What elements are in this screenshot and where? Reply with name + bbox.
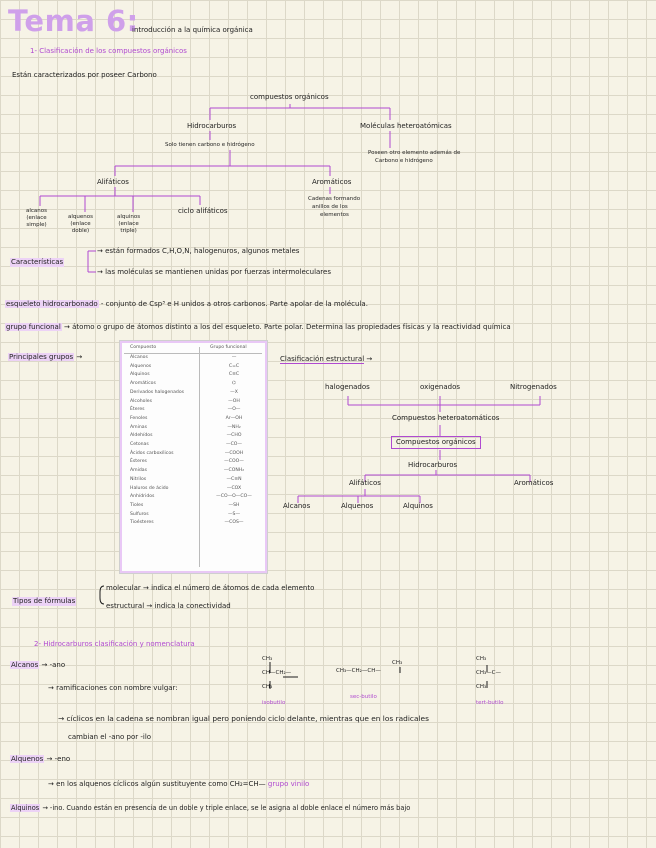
table-row-name: Alcanos [130, 355, 148, 360]
structural-nitrogen: Nitrogenados [510, 383, 557, 391]
tertbutyl-label: tert-butilo [476, 700, 504, 706]
tree-cyclo: ciclo alifáticos [178, 207, 228, 215]
table-row-formula: —C≡N [226, 476, 242, 482]
table-row-formula: Ar—OH [225, 415, 243, 421]
structural-label: Clasificación estructural [280, 355, 365, 363]
structural-aromatic: Aromáticos [514, 479, 554, 487]
tree-alkenes: alquenos (enlace doble) [68, 214, 93, 234]
table-row-formula: —COS— [224, 520, 244, 526]
structural-aliphatic: Alifáticos [349, 479, 381, 487]
main-groups-row: Principales grupos → [9, 353, 83, 361]
tertbutyl-formula: CH₃ CH₃—C— CH₃ [476, 656, 502, 690]
section-2-title: 2- Hidrocarburos clasificación y nomenclatura [34, 640, 195, 648]
table-row-formula: —COOH [224, 450, 244, 456]
table-row-name: Alquenos [130, 363, 152, 369]
formula-types-structural: estructural → indica la conectividad [106, 602, 231, 610]
table-row-name: Anhídridos [130, 494, 155, 500]
table-row-formula: ⌬ [231, 381, 236, 387]
characteristics-label: Características [11, 258, 64, 266]
cyclic-line-2: cambian el -ano por -ilo [68, 733, 152, 741]
structural-alkenes: Alquenos [341, 502, 374, 510]
table-row-formula: —OH [228, 398, 240, 404]
table-row-formula: —SH [228, 502, 240, 508]
secbutyl-formula: CH₃—CH₂—CH— [336, 668, 381, 674]
alkenes-note: → en los alquenos cíclicos algún sustituyente como CH₂=CH— grupo vinilo [48, 780, 310, 788]
functional-label: grupo funcional [6, 323, 61, 331]
vinyl-label: grupo vinilo [267, 780, 310, 788]
table-row-formula: —O— [227, 407, 241, 413]
functional-text: átomo o grupo de átomos distinto a los del esqueleto. Parte polar. Determina las propiedades físicas y la reactividad química [72, 323, 511, 331]
secbutyl-methyl: CH₃ [392, 660, 403, 666]
table-row-name: Cetonas [130, 442, 149, 448]
table-row-name: Ácidos carboxílicos [130, 450, 174, 456]
formula-types-molecular: molecular → indica el número de átomos de cada elemento [106, 584, 315, 592]
table-row-formula: C=C [228, 363, 240, 369]
cyclic-line-1: → cíclicos en la cadena se nombran igual pero poniendo ciclo delante, mientras que en los radicales [58, 714, 429, 723]
table-row-name: Alquinos [130, 372, 150, 378]
tree-aromatic-note-3: elementos [320, 212, 349, 218]
structural-halogen: halogenados [325, 383, 370, 391]
table-row-name: Tioles [130, 502, 144, 508]
structural-oxygen: oxigenados [420, 383, 461, 391]
table-row-name: Haluros de ácido [130, 485, 169, 491]
alkynes-label: Alquinos [11, 804, 40, 812]
tree-heteroatomic-note-1: Poseen otro elemento además de [368, 150, 461, 156]
characteristics-line-2: → las moléculas se mantienen unidas por fuerzas intermoleculares [97, 268, 331, 276]
table-row-name: Tioésteres [130, 520, 154, 526]
table-row-name: Aminas [130, 424, 148, 430]
table-row-formula: —S— [227, 511, 241, 517]
table-row-formula: —X [230, 389, 238, 395]
table-names-column [130, 354, 184, 528]
alkynes-row [10, 804, 410, 813]
table-row-formula: —CO—O—CO— [216, 494, 252, 500]
tree-alkanes: alcanos (enlace simple) [26, 208, 48, 228]
table-row-formula: —COO— [224, 459, 244, 465]
tree-heteroatomic: Moléculas heteroatómicas [360, 122, 452, 130]
table-row-formula: —CHO [226, 433, 242, 439]
table-row-name: Sulfuros [130, 511, 149, 517]
table-row-formula: — [231, 355, 237, 360]
branching-text: → ramificaciones con nombre vulgar: [48, 684, 178, 692]
table-row-name: Derivados halogenados [130, 389, 185, 395]
table-row-name: Aldehídos [130, 433, 153, 439]
structural-hydrocarbons: Hidrocarburos [408, 461, 458, 469]
skeleton-row [5, 300, 368, 309]
alkynes-text: → -ino. Cuando están en presencia de un doble y triple enlace, se le asigna al doble enlace el número más bajo [42, 804, 411, 812]
tree-aromatic-note-1: Cadenas formando [308, 196, 361, 202]
tree-hydrocarbons: Hidrocarburos [187, 122, 237, 130]
table-row-name: Alcoholes [130, 398, 152, 404]
alkenes-row [10, 755, 70, 764]
alkenes-suffix: → -eno [46, 755, 71, 763]
alkenes-label: Alquenos [11, 755, 44, 763]
table-row-formula: —COX [226, 485, 242, 491]
table-row-name: Amidas [130, 468, 148, 474]
table-row-formula: —NH₂ [227, 424, 241, 430]
structural-alkanes: Alcanos [283, 502, 311, 510]
tree-aliphatic: Alifáticos [97, 178, 129, 186]
table-row-name: Éteres [130, 407, 145, 413]
isobutyl-label: isobutilo [262, 700, 286, 706]
structural-organic: Compuestos orgánicos [391, 436, 481, 449]
table-header-compound: Compuesto [130, 345, 157, 350]
functional-row: grupo funcional → átomo o grupo de átomos distinto a los del esqueleto. Parte polar. Determina las propiedades físicas y la reactividad química [6, 323, 511, 331]
tree-aromatic-note-2: anillos de los [312, 204, 348, 210]
section-1-title: 1- Clasificación de los compuestos orgánicos [30, 47, 187, 55]
alkanes-row [10, 661, 65, 670]
secbutyl-label: sec-butilo [350, 694, 377, 700]
page-subtitle: introducción a la química orgánica [132, 26, 253, 34]
table-row-name: Fenoles [130, 415, 148, 421]
isobutyl-formula: CH₃ CH—CH₂— CH₃ [262, 656, 292, 690]
table-row-formula: —CO— [225, 442, 242, 448]
page-title: Tema 6: [8, 4, 139, 38]
table-row-name: Ésteres [130, 459, 147, 465]
skeleton-label: esqueleto hidrocarbonado [6, 300, 98, 308]
tree-hydrocarbons-note: Solo tienen carbono e hidrógeno [165, 142, 255, 148]
structural-alkynes: Alquinos [403, 502, 433, 510]
tree-alkynes: alquinos (enlace triple) [117, 214, 141, 234]
functional-groups-table [119, 340, 268, 574]
alkanes-suffix: → -ano [41, 661, 66, 669]
table-row-name: Nitrilos [130, 476, 147, 482]
table-row-formula: —CONH₂ [223, 468, 245, 474]
table-divider [199, 347, 200, 567]
alkanes-label: Alcanos [11, 661, 39, 669]
tree-aromatic: Aromáticos [312, 178, 352, 186]
tree-heteroatomic-note-2: Carbono e hidrógeno [375, 158, 433, 164]
intro-text: Están caracterizados por poseer Carbono [12, 71, 157, 79]
main-groups-label: Principales grupos [9, 353, 74, 361]
table-formulas-column [212, 354, 256, 528]
table-row-name: Aromáticos [130, 381, 156, 387]
table-header-group: Grupo funcional [210, 345, 247, 350]
structural-row: Clasificación estructural → [280, 355, 373, 363]
structural-heteroatom: Compuestos heteroatomáticos [392, 414, 500, 422]
table-row-formula: C≡C [228, 372, 240, 378]
formula-types-label: Tipos de fórmulas [13, 597, 76, 605]
tree-root: compuestos orgánicos [250, 93, 329, 101]
characteristics-line-1: → están formados C,H,O,N, halogenuros, algunos metales [97, 247, 300, 255]
skeleton-text: - conjunto de Csp³ e H unidos a otros carbonos. Parte apolar de la molécula. [100, 300, 368, 308]
